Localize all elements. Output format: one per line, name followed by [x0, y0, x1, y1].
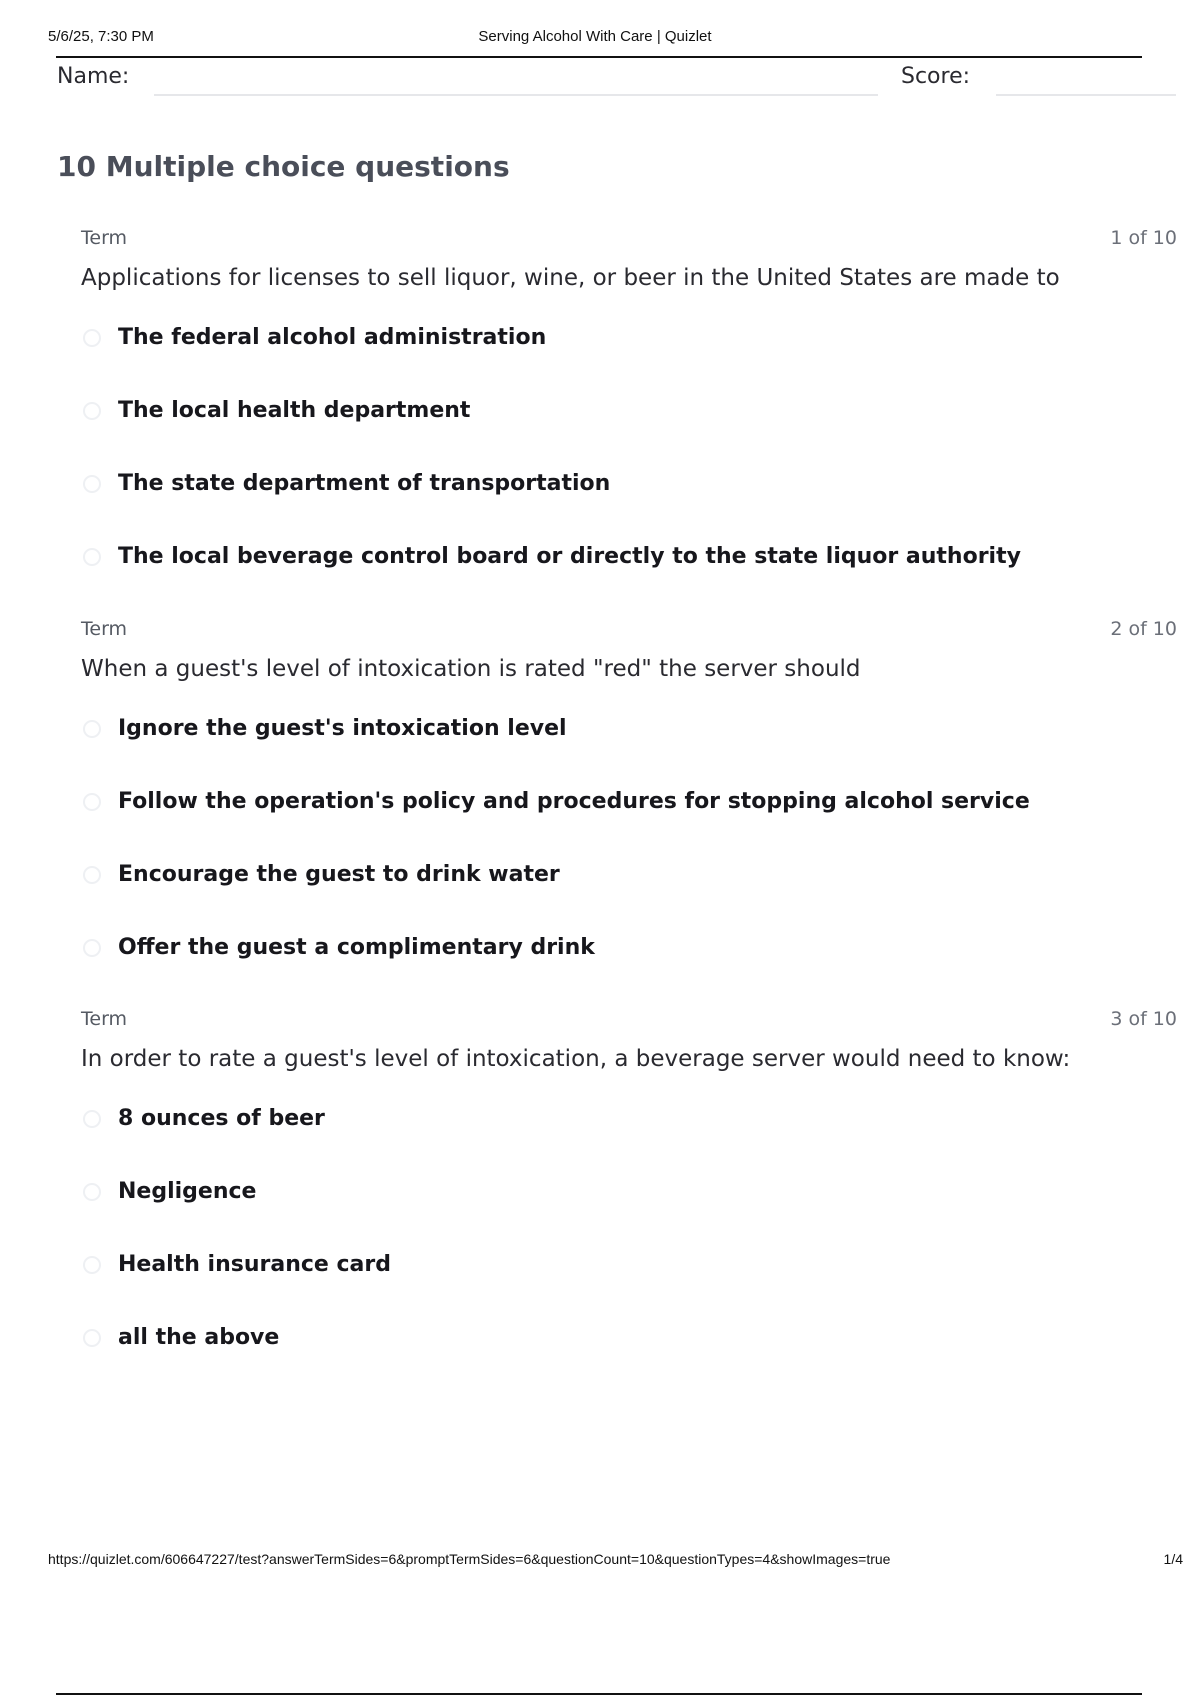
header-divider [56, 56, 1142, 58]
name-score-row [57, 62, 1177, 102]
name-label: Name: [57, 64, 130, 89]
answer-option-label[interactable]: Negligence [118, 1179, 257, 1204]
radio-button-icon[interactable] [83, 720, 101, 738]
answer-option-label[interactable]: The state department of transportation [118, 471, 611, 496]
answer-option-label[interactable]: all the above [118, 1325, 280, 1350]
question-3 [81, 1008, 1177, 1348]
answer-option-label[interactable]: Ignore the guest's intoxication level [118, 716, 567, 741]
answer-option-label[interactable]: Follow the operation's policy and procedures for stopping alcohol service [118, 789, 1030, 814]
radio-button-icon[interactable] [83, 1183, 101, 1201]
score-label: Score: [901, 64, 971, 89]
page-number: 1/4 [1163, 1551, 1183, 1567]
radio-button-icon[interactable] [83, 402, 101, 420]
question-term-label: Term [81, 1008, 128, 1030]
radio-button-icon[interactable] [83, 329, 101, 347]
question-counter: 1 of 10 [1110, 227, 1177, 249]
answer-option-label[interactable]: Health insurance card [118, 1252, 391, 1277]
answer-option-label[interactable]: The local health department [118, 398, 471, 423]
question-1 [81, 227, 1177, 567]
radio-button-icon[interactable] [83, 475, 101, 493]
question-term-label: Term [81, 618, 128, 640]
bottom-divider [56, 1693, 1142, 1695]
question-prompt: In order to rate a guest's level of intoxication, a beverage server would need to know: [81, 1046, 1071, 1072]
question-prompt: Applications for licenses to sell liquor, wine, or beer in the United States are made to [81, 265, 1060, 291]
radio-button-icon[interactable] [83, 793, 101, 811]
print-footer [48, 1551, 1183, 1571]
question-term-label: Term [81, 227, 128, 249]
radio-button-icon[interactable] [83, 1256, 101, 1274]
question-counter: 2 of 10 [1110, 618, 1177, 640]
radio-button-icon[interactable] [83, 939, 101, 957]
name-field[interactable] [154, 94, 878, 96]
question-prompt: When a guest's level of intoxication is rated "red" the server should [81, 656, 861, 682]
answer-option-label[interactable]: The federal alcohol administration [118, 325, 547, 350]
radio-button-icon[interactable] [83, 548, 101, 566]
question-counter: 3 of 10 [1110, 1008, 1177, 1030]
print-document-title: Serving Alcohol With Care | Quizlet [478, 28, 712, 45]
score-field[interactable] [996, 94, 1176, 96]
answer-option-label[interactable]: The local beverage control board or directly to the state liquor authority [118, 544, 1021, 569]
section-title: 10 Multiple choice questions [57, 150, 510, 183]
radio-button-icon[interactable] [83, 1110, 101, 1128]
answer-option-label[interactable]: Offer the guest a complimentary drink [118, 935, 595, 960]
print-url: https://quizlet.com/606647227/test?answerTermSides=6&promptTermSides=6&questionCount=10&questionTypes=4&showImages=true [48, 1551, 891, 1567]
question-2 [81, 618, 1177, 958]
radio-button-icon[interactable] [83, 1329, 101, 1347]
print-header [48, 28, 1142, 48]
radio-button-icon[interactable] [83, 866, 101, 884]
print-datetime: 5/6/25, 7:30 PM [48, 28, 154, 45]
answer-option-label[interactable]: 8 ounces of beer [118, 1106, 325, 1131]
answer-option-label[interactable]: Encourage the guest to drink water [118, 862, 560, 887]
